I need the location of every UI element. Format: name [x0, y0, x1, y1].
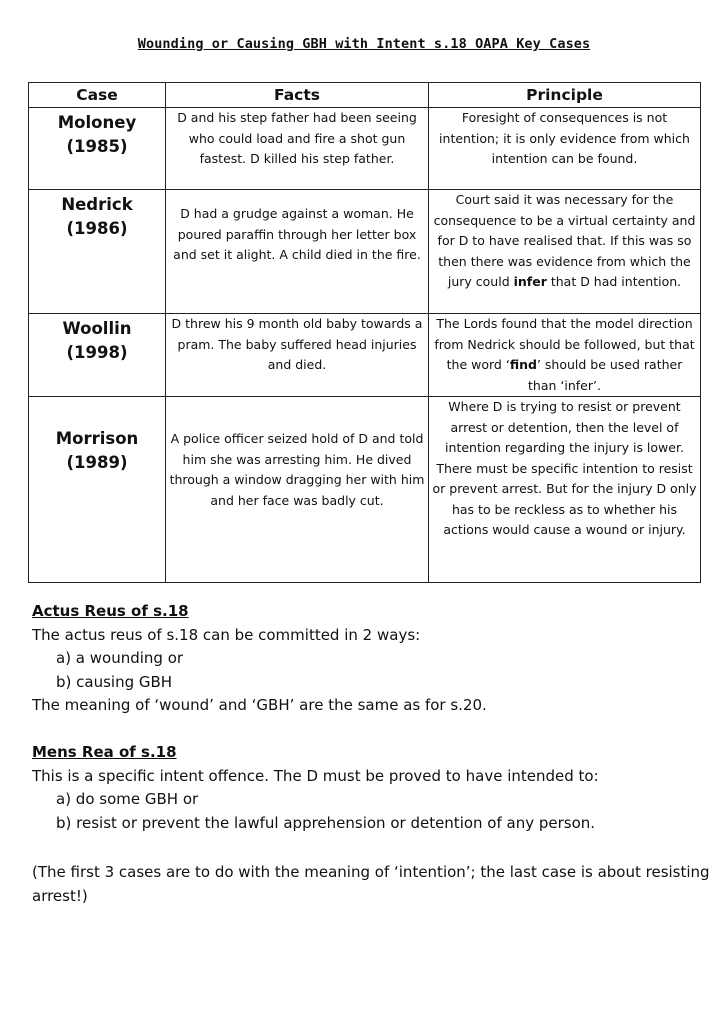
page-title: Wounding or Causing GBH with Intent s.18 OAPA Key Cases: [137, 36, 591, 52]
case-principle: Foresight of consequences is not intention; it is only evidence from which intention can be found.: [439, 110, 690, 166]
header-facts: Facts: [166, 83, 429, 108]
mens-rea-section: [32, 741, 712, 835]
emphasis-word: find: [509, 357, 537, 372]
header-principle: Principle: [429, 83, 701, 108]
table-row: [29, 108, 701, 190]
mens-rea-intro: This is a specific intent offence. The D must be proved to have intended to:: [32, 766, 599, 785]
key-cases-table: [28, 82, 701, 583]
footnote: (The first 3 cases are to do with the meaning of ‘intention’; the last case is about resisting arrest!): [32, 863, 710, 905]
emphasis-word: infer: [513, 274, 547, 289]
actus-reus-intro: The actus reus of s.18 can be committed in 2 ways:: [32, 625, 421, 644]
case-name: Nedrick (1986): [61, 195, 133, 238]
actus-reus-note: The meaning of ‘wound’ and ‘GBH’ are the same as for s.20.: [32, 696, 487, 714]
case-facts: D threw his 9 month old baby towards a pram. The baby suffered head injuries and died.: [171, 316, 423, 372]
case-principle: Where D is trying to resist or prevent arrest or detention, then the level of intention regarding the injury is lower. There must be specific intention to resist or prevent arrest. But for the injury D only has to be reckless as to whether his actions would cause a wound or injury.: [432, 399, 697, 537]
case-name: Morrison (1989): [55, 429, 139, 472]
case-facts: D and his step father had been seeing who could load and fire a shot gun fastest. D killed his step father.: [177, 110, 417, 166]
list-item: a) a wounding or: [56, 649, 184, 667]
table-row: [29, 190, 701, 314]
actus-reus-heading: Actus Reus of s.18: [32, 602, 189, 620]
case-name: Moloney (1985): [57, 113, 137, 156]
case-principle: Court said it was necessary for the consequence to be a virtual certainty and for D to have realised that. If this was so then there was evidence from which the jury could infer that D had intention.: [433, 192, 696, 289]
list-item: b) causing GBH: [56, 672, 173, 691]
table-header-row: [29, 83, 701, 108]
case-facts: D had a grudge against a woman. He poured paraffin through her letter box and set it alight. A child died in the fire.: [173, 206, 421, 262]
list-item: b) resist or prevent the lawful apprehension or detention of any person.: [56, 813, 596, 832]
list-item: a) do some GBH or: [56, 790, 199, 808]
header-case: Case: [29, 83, 166, 108]
table-row: [29, 397, 701, 583]
case-principle: The Lords found that the model direction from Nedrick should be followed, but that the word ‘find’ should be used rather than ‘infer’.: [434, 316, 695, 393]
table-row: [29, 314, 701, 397]
case-facts: A police officer seized hold of D and told him she was arresting him. He dived through a window dragging her with him and her face was badly cut.: [169, 431, 425, 508]
case-name: Woollin (1998): [62, 319, 132, 362]
mens-rea-heading: Mens Rea of s.18: [32, 743, 177, 761]
actus-reus-section: [32, 600, 712, 718]
